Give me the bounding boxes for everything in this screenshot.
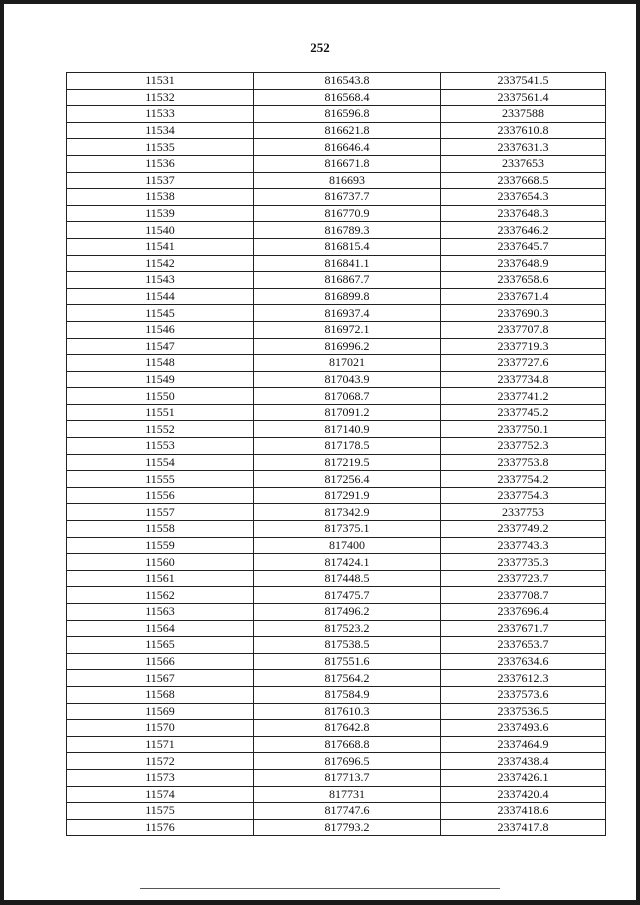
table-row xyxy=(67,554,606,571)
point-id-cell: 11547 xyxy=(67,338,254,355)
y-coordinate-cell: 2337743.3 xyxy=(441,537,606,554)
y-coordinate-cell: 2337561.4 xyxy=(441,89,606,106)
point-id-cell: 11548 xyxy=(67,355,254,372)
y-coordinate-cell: 2337588 xyxy=(441,106,606,123)
point-id-cell: 11568 xyxy=(67,686,254,703)
x-coordinate-cell: 816815.4 xyxy=(254,238,441,255)
y-coordinate-cell: 2337438.4 xyxy=(441,753,606,770)
y-coordinate-cell: 2337612.3 xyxy=(441,670,606,687)
point-id-cell: 11557 xyxy=(67,504,254,521)
point-id-cell: 11534 xyxy=(67,122,254,139)
y-coordinate-cell: 2337610.8 xyxy=(441,122,606,139)
point-id-cell: 11571 xyxy=(67,736,254,753)
x-coordinate-cell: 817523.2 xyxy=(254,620,441,637)
point-id-cell: 11576 xyxy=(67,819,254,836)
point-id-cell: 11560 xyxy=(67,554,254,571)
table-row xyxy=(67,305,606,322)
y-coordinate-cell: 2337541.5 xyxy=(441,73,606,90)
y-coordinate-cell: 2337754.3 xyxy=(441,487,606,504)
x-coordinate-cell: 817448.5 xyxy=(254,570,441,587)
point-id-cell: 11564 xyxy=(67,620,254,637)
scan-border-left xyxy=(0,0,4,905)
table-row xyxy=(67,803,606,820)
x-coordinate-cell: 816671.8 xyxy=(254,155,441,172)
y-coordinate-cell: 2337536.5 xyxy=(441,703,606,720)
point-id-cell: 11567 xyxy=(67,670,254,687)
y-coordinate-cell: 2337418.6 xyxy=(441,803,606,820)
point-id-cell: 11549 xyxy=(67,371,254,388)
x-coordinate-cell: 817713.7 xyxy=(254,769,441,786)
point-id-cell: 11563 xyxy=(67,604,254,621)
y-coordinate-cell: 2337696.4 xyxy=(441,604,606,621)
table-row xyxy=(67,736,606,753)
x-coordinate-cell: 817564.2 xyxy=(254,670,441,687)
table-row xyxy=(67,637,606,654)
table-row xyxy=(67,122,606,139)
point-id-cell: 11544 xyxy=(67,288,254,305)
table-row xyxy=(67,769,606,786)
y-coordinate-cell: 2337658.6 xyxy=(441,272,606,289)
point-id-cell: 11541 xyxy=(67,238,254,255)
y-coordinate-cell: 2337668.5 xyxy=(441,172,606,189)
y-coordinate-cell: 2337671.7 xyxy=(441,620,606,637)
point-id-cell: 11566 xyxy=(67,653,254,670)
table-row xyxy=(67,189,606,206)
table-row xyxy=(67,587,606,604)
table-row xyxy=(67,139,606,156)
table-row xyxy=(67,355,606,372)
point-id-cell: 11569 xyxy=(67,703,254,720)
point-id-cell: 11539 xyxy=(67,205,254,222)
y-coordinate-cell: 2337573.6 xyxy=(441,686,606,703)
y-coordinate-cell: 2337707.8 xyxy=(441,321,606,338)
y-coordinate-cell: 2337645.7 xyxy=(441,238,606,255)
table-row xyxy=(67,89,606,106)
x-coordinate-cell: 817342.9 xyxy=(254,504,441,521)
y-coordinate-cell: 2337734.8 xyxy=(441,371,606,388)
x-coordinate-cell: 816899.8 xyxy=(254,288,441,305)
table-row xyxy=(67,421,606,438)
x-coordinate-cell: 816693 xyxy=(254,172,441,189)
x-coordinate-cell: 816789.3 xyxy=(254,222,441,239)
table-row xyxy=(67,521,606,538)
y-coordinate-cell: 2337754.2 xyxy=(441,471,606,488)
point-id-cell: 11572 xyxy=(67,753,254,770)
point-id-cell: 11554 xyxy=(67,454,254,471)
x-coordinate-cell: 816596.8 xyxy=(254,106,441,123)
point-id-cell: 11556 xyxy=(67,487,254,504)
x-coordinate-cell: 816972.1 xyxy=(254,321,441,338)
y-coordinate-cell: 2337719.3 xyxy=(441,338,606,355)
x-coordinate-cell: 817731 xyxy=(254,786,441,803)
x-coordinate-cell: 817696.5 xyxy=(254,753,441,770)
table-row xyxy=(67,537,606,554)
coordinates-table xyxy=(66,72,606,836)
coordinates-table-body xyxy=(67,73,606,836)
y-coordinate-cell: 2337750.1 xyxy=(441,421,606,438)
x-coordinate-cell: 817291.9 xyxy=(254,487,441,504)
point-id-cell: 11552 xyxy=(67,421,254,438)
y-coordinate-cell: 2337741.2 xyxy=(441,388,606,405)
scan-border-top xyxy=(0,0,640,4)
table-row xyxy=(67,205,606,222)
x-coordinate-cell: 817375.1 xyxy=(254,521,441,538)
point-id-cell: 11575 xyxy=(67,803,254,820)
x-coordinate-cell: 817584.9 xyxy=(254,686,441,703)
page-number: 252 xyxy=(310,40,330,55)
y-coordinate-cell: 2337753 xyxy=(441,504,606,521)
x-coordinate-cell: 817610.3 xyxy=(254,703,441,720)
point-id-cell: 11531 xyxy=(67,73,254,90)
point-id-cell: 11574 xyxy=(67,786,254,803)
point-id-cell: 11555 xyxy=(67,471,254,488)
point-id-cell: 11561 xyxy=(67,570,254,587)
y-coordinate-cell: 2337753.8 xyxy=(441,454,606,471)
point-id-cell: 11562 xyxy=(67,587,254,604)
table-row xyxy=(67,371,606,388)
table-row xyxy=(67,487,606,504)
table-row xyxy=(67,620,606,637)
y-coordinate-cell: 2337646.2 xyxy=(441,222,606,239)
table-row xyxy=(67,255,606,272)
x-coordinate-cell: 817793.2 xyxy=(254,819,441,836)
y-coordinate-cell: 2337631.3 xyxy=(441,139,606,156)
point-id-cell: 11559 xyxy=(67,537,254,554)
table-row xyxy=(67,686,606,703)
point-id-cell: 11535 xyxy=(67,139,254,156)
point-id-cell: 11532 xyxy=(67,89,254,106)
x-coordinate-cell: 817140.9 xyxy=(254,421,441,438)
table-row xyxy=(67,338,606,355)
x-coordinate-cell: 817256.4 xyxy=(254,471,441,488)
scan-border-right xyxy=(636,0,640,905)
table-row xyxy=(67,238,606,255)
table-row xyxy=(67,288,606,305)
x-coordinate-cell: 816543.8 xyxy=(254,73,441,90)
y-coordinate-cell: 2337690.3 xyxy=(441,305,606,322)
y-coordinate-cell: 2337654.3 xyxy=(441,189,606,206)
table-row xyxy=(67,272,606,289)
table-row xyxy=(67,155,606,172)
y-coordinate-cell: 2337752.3 xyxy=(441,438,606,455)
x-coordinate-cell: 816737.7 xyxy=(254,189,441,206)
table-row xyxy=(67,73,606,90)
table-row xyxy=(67,106,606,123)
y-coordinate-cell: 2337708.7 xyxy=(441,587,606,604)
x-coordinate-cell: 817668.8 xyxy=(254,736,441,753)
y-coordinate-cell: 2337417.8 xyxy=(441,819,606,836)
x-coordinate-cell: 816568.4 xyxy=(254,89,441,106)
point-id-cell: 11533 xyxy=(67,106,254,123)
table-row xyxy=(67,172,606,189)
table-row xyxy=(67,570,606,587)
y-coordinate-cell: 2337420.4 xyxy=(441,786,606,803)
x-coordinate-cell: 816841.1 xyxy=(254,255,441,272)
point-id-cell: 11540 xyxy=(67,222,254,239)
table-row xyxy=(67,720,606,737)
x-coordinate-cell: 817219.5 xyxy=(254,454,441,471)
table-row xyxy=(67,321,606,338)
footer-rule xyxy=(140,888,500,889)
x-coordinate-cell: 817021 xyxy=(254,355,441,372)
point-id-cell: 11573 xyxy=(67,769,254,786)
y-coordinate-cell: 2337648.9 xyxy=(441,255,606,272)
x-coordinate-cell: 817043.9 xyxy=(254,371,441,388)
point-id-cell: 11546 xyxy=(67,321,254,338)
y-coordinate-cell: 2337634.6 xyxy=(441,653,606,670)
x-coordinate-cell: 816867.7 xyxy=(254,272,441,289)
table-row xyxy=(67,819,606,836)
y-coordinate-cell: 2337723.7 xyxy=(441,570,606,587)
y-coordinate-cell: 2337735.3 xyxy=(441,554,606,571)
point-id-cell: 11537 xyxy=(67,172,254,189)
table-row xyxy=(67,222,606,239)
point-id-cell: 11553 xyxy=(67,438,254,455)
table-row xyxy=(67,388,606,405)
table-row xyxy=(67,404,606,421)
x-coordinate-cell: 817551.6 xyxy=(254,653,441,670)
y-coordinate-cell: 2337749.2 xyxy=(441,521,606,538)
point-id-cell: 11550 xyxy=(67,388,254,405)
x-coordinate-cell: 817496.2 xyxy=(254,604,441,621)
table-row xyxy=(67,670,606,687)
x-coordinate-cell: 817538.5 xyxy=(254,637,441,654)
point-id-cell: 11551 xyxy=(67,404,254,421)
y-coordinate-cell: 2337653.7 xyxy=(441,637,606,654)
table-row xyxy=(67,753,606,770)
x-coordinate-cell: 817424.1 xyxy=(254,554,441,571)
table-row xyxy=(67,653,606,670)
x-coordinate-cell: 817178.5 xyxy=(254,438,441,455)
y-coordinate-cell: 2337648.3 xyxy=(441,205,606,222)
table-row xyxy=(67,604,606,621)
x-coordinate-cell: 816621.8 xyxy=(254,122,441,139)
point-id-cell: 11565 xyxy=(67,637,254,654)
x-coordinate-cell: 817475.7 xyxy=(254,587,441,604)
x-coordinate-cell: 817091.2 xyxy=(254,404,441,421)
x-coordinate-cell: 816770.9 xyxy=(254,205,441,222)
x-coordinate-cell: 817747.6 xyxy=(254,803,441,820)
table-row xyxy=(67,703,606,720)
x-coordinate-cell: 816937.4 xyxy=(254,305,441,322)
table-row xyxy=(67,786,606,803)
table-row xyxy=(67,471,606,488)
point-id-cell: 11558 xyxy=(67,521,254,538)
x-coordinate-cell: 817400 xyxy=(254,537,441,554)
point-id-cell: 11538 xyxy=(67,189,254,206)
y-coordinate-cell: 2337671.4 xyxy=(441,288,606,305)
point-id-cell: 11536 xyxy=(67,155,254,172)
y-coordinate-cell: 2337653 xyxy=(441,155,606,172)
y-coordinate-cell: 2337426.1 xyxy=(441,769,606,786)
x-coordinate-cell: 816646.4 xyxy=(254,139,441,156)
point-id-cell: 11570 xyxy=(67,720,254,737)
table-row xyxy=(67,504,606,521)
x-coordinate-cell: 817642.8 xyxy=(254,720,441,737)
x-coordinate-cell: 817068.7 xyxy=(254,388,441,405)
y-coordinate-cell: 2337745.2 xyxy=(441,404,606,421)
x-coordinate-cell: 816996.2 xyxy=(254,338,441,355)
y-coordinate-cell: 2337464.9 xyxy=(441,736,606,753)
point-id-cell: 11542 xyxy=(67,255,254,272)
table-row xyxy=(67,438,606,455)
y-coordinate-cell: 2337493.6 xyxy=(441,720,606,737)
point-id-cell: 11545 xyxy=(67,305,254,322)
y-coordinate-cell: 2337727.6 xyxy=(441,355,606,372)
point-id-cell: 11543 xyxy=(67,272,254,289)
table-row xyxy=(67,454,606,471)
scan-border-bottom xyxy=(0,900,640,905)
